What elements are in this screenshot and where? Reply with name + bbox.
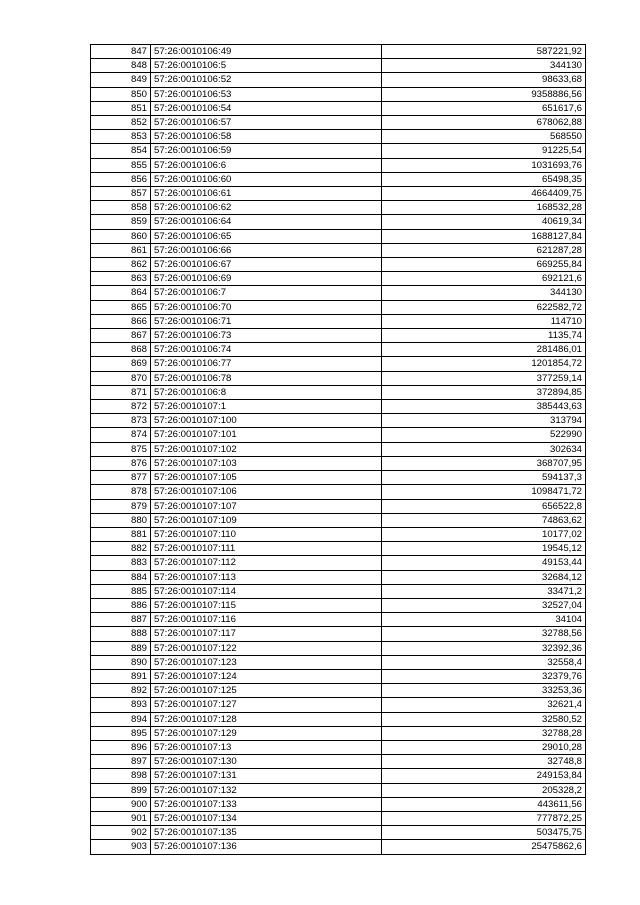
row-number: 891: [91, 669, 151, 683]
cadastral-value: 594137,3: [382, 471, 586, 485]
cadastral-number: 57:26:0010107:127: [151, 698, 382, 712]
row-number: 876: [91, 456, 151, 470]
cadastral-value: 33253,36: [382, 684, 586, 698]
table-row: [91, 258, 586, 272]
cadastral-number: 57:26:0010107:13: [151, 740, 382, 754]
cadastral-number: 57:26:0010107:113: [151, 570, 382, 584]
cadastral-value: 32558,4: [382, 655, 586, 669]
table-row: [91, 840, 586, 854]
row-number: 868: [91, 343, 151, 357]
table-row: [91, 485, 586, 499]
row-number: 884: [91, 570, 151, 584]
cadastral-value: 32788,28: [382, 726, 586, 740]
cadastral-value: 313794: [382, 414, 586, 428]
table-row: [91, 314, 586, 328]
cadastral-number: 57:26:0010107:100: [151, 414, 382, 428]
row-number: 890: [91, 655, 151, 669]
table-row: [91, 769, 586, 783]
cadastral-value: 651617,6: [382, 101, 586, 115]
table-row: [91, 243, 586, 257]
row-number: 889: [91, 641, 151, 655]
table-body: [91, 45, 586, 855]
table-row: [91, 400, 586, 414]
table-row: [91, 300, 586, 314]
row-number: 849: [91, 73, 151, 87]
table-row: [91, 158, 586, 172]
cadastral-value: 372894,85: [382, 385, 586, 399]
table-row: [91, 272, 586, 286]
cadastral-number: 57:26:0010106:57: [151, 116, 382, 130]
cadastral-number: 57:26:0010107:103: [151, 456, 382, 470]
row-number: 898: [91, 769, 151, 783]
row-number: 880: [91, 513, 151, 527]
cadastral-number: 57:26:0010106:67: [151, 258, 382, 272]
row-number: 856: [91, 172, 151, 186]
table-row: [91, 357, 586, 371]
cadastral-value-table: [90, 44, 586, 855]
cadastral-number: 57:26:0010106:60: [151, 172, 382, 186]
cadastral-number: 57:26:0010107:101: [151, 428, 382, 442]
cadastral-value: 49153,44: [382, 556, 586, 570]
table-row: [91, 499, 586, 513]
cadastral-value: 377259,14: [382, 371, 586, 385]
cadastral-value: 34104: [382, 613, 586, 627]
cadastral-value: 622582,72: [382, 300, 586, 314]
row-number: 883: [91, 556, 151, 570]
cadastral-number: 57:26:0010106:65: [151, 229, 382, 243]
row-number: 855: [91, 158, 151, 172]
table-row: [91, 371, 586, 385]
cadastral-number: 57:26:0010106:74: [151, 343, 382, 357]
cadastral-value: 205328,2: [382, 783, 586, 797]
table-row: [91, 698, 586, 712]
row-number: 864: [91, 286, 151, 300]
row-number: 895: [91, 726, 151, 740]
cadastral-number: 57:26:0010107:131: [151, 769, 382, 783]
cadastral-value: 777872,25: [382, 811, 586, 825]
row-number: 882: [91, 542, 151, 556]
cadastral-number: 57:26:0010107:109: [151, 513, 382, 527]
cadastral-value: 1688127,84: [382, 229, 586, 243]
row-number: 901: [91, 811, 151, 825]
row-number: 858: [91, 201, 151, 215]
cadastral-number: 57:26:0010107:110: [151, 527, 382, 541]
row-number: 857: [91, 187, 151, 201]
table-row: [91, 385, 586, 399]
row-number: 854: [91, 144, 151, 158]
cadastral-value: 40619,34: [382, 215, 586, 229]
table-row: [91, 584, 586, 598]
cadastral-number: 57:26:0010107:106: [151, 485, 382, 499]
cadastral-value: 656522,8: [382, 499, 586, 513]
row-number: 877: [91, 471, 151, 485]
cadastral-number: 57:26:0010106:49: [151, 45, 382, 59]
cadastral-number: 57:26:0010106:58: [151, 130, 382, 144]
row-number: 881: [91, 527, 151, 541]
cadastral-number: 57:26:0010107:114: [151, 584, 382, 598]
cadastral-value: 33471,2: [382, 584, 586, 598]
cadastral-value: 621287,28: [382, 243, 586, 257]
row-number: 902: [91, 826, 151, 840]
cadastral-number: 57:26:0010107:116: [151, 613, 382, 627]
table-row: [91, 116, 586, 130]
table-row: [91, 740, 586, 754]
table-row: [91, 684, 586, 698]
cadastral-value: 568550: [382, 130, 586, 144]
table-row: [91, 201, 586, 215]
cadastral-number: 57:26:0010107:134: [151, 811, 382, 825]
row-number: 866: [91, 314, 151, 328]
cadastral-value: 114710: [382, 314, 586, 328]
cadastral-number: 57:26:0010106:62: [151, 201, 382, 215]
table-row: [91, 343, 586, 357]
row-number: 894: [91, 712, 151, 726]
table-row: [91, 513, 586, 527]
row-number: 900: [91, 797, 151, 811]
row-number: 861: [91, 243, 151, 257]
cadastral-number: 57:26:0010107:102: [151, 442, 382, 456]
cadastral-number: 57:26:0010107:130: [151, 755, 382, 769]
cadastral-number: 57:26:0010106:78: [151, 371, 382, 385]
row-number: 870: [91, 371, 151, 385]
row-number: 853: [91, 130, 151, 144]
row-number: 847: [91, 45, 151, 59]
row-number: 893: [91, 698, 151, 712]
row-number: 879: [91, 499, 151, 513]
cadastral-value: 368707,95: [382, 456, 586, 470]
row-number: 897: [91, 755, 151, 769]
cadastral-number: 57:26:0010107:124: [151, 669, 382, 683]
table-row: [91, 442, 586, 456]
cadastral-number: 57:26:0010106:53: [151, 87, 382, 101]
cadastral-number: 57:26:0010106:59: [151, 144, 382, 158]
cadastral-value: 385443,63: [382, 400, 586, 414]
cadastral-value: 98633,68: [382, 73, 586, 87]
cadastral-value: 29010,28: [382, 740, 586, 754]
cadastral-number: 57:26:0010106:7: [151, 286, 382, 300]
cadastral-number: 57:26:0010107:107: [151, 499, 382, 513]
cadastral-value: 32527,04: [382, 598, 586, 612]
cadastral-number: 57:26:0010106:77: [151, 357, 382, 371]
table-row: [91, 45, 586, 59]
cadastral-value: 32580,52: [382, 712, 586, 726]
cadastral-number: 57:26:0010106:5: [151, 59, 382, 73]
table-row: [91, 414, 586, 428]
row-number: 850: [91, 87, 151, 101]
row-number: 852: [91, 116, 151, 130]
cadastral-number: 57:26:0010106:8: [151, 385, 382, 399]
cadastral-number: 57:26:0010107:115: [151, 598, 382, 612]
cadastral-value: 74863,62: [382, 513, 586, 527]
table-row: [91, 811, 586, 825]
table-row: [91, 726, 586, 740]
table-row: [91, 130, 586, 144]
table-row: [91, 542, 586, 556]
row-number: 903: [91, 840, 151, 854]
table-row: [91, 329, 586, 343]
cadastral-value: 25475862,6: [382, 840, 586, 854]
row-number: 888: [91, 627, 151, 641]
cadastral-value: 443611,56: [382, 797, 586, 811]
cadastral-value: 669255,84: [382, 258, 586, 272]
cadastral-value: 302634: [382, 442, 586, 456]
cadastral-value: 1031693,76: [382, 158, 586, 172]
table-row: [91, 456, 586, 470]
cadastral-value: 32621,4: [382, 698, 586, 712]
cadastral-number: 57:26:0010106:70: [151, 300, 382, 314]
table-row: [91, 87, 586, 101]
cadastral-number: 57:26:0010107:135: [151, 826, 382, 840]
cadastral-number: 57:26:0010106:64: [151, 215, 382, 229]
cadastral-value: 91225,54: [382, 144, 586, 158]
table-row: [91, 797, 586, 811]
table-row: [91, 556, 586, 570]
cadastral-value: 168532,28: [382, 201, 586, 215]
cadastral-value: 1098471,72: [382, 485, 586, 499]
cadastral-value: 281486,01: [382, 343, 586, 357]
cadastral-number: 57:26:0010106:69: [151, 272, 382, 286]
cadastral-number: 57:26:0010107:1: [151, 400, 382, 414]
table-row: [91, 286, 586, 300]
cadastral-value: 587221,92: [382, 45, 586, 59]
row-number: 848: [91, 59, 151, 73]
table-row: [91, 527, 586, 541]
table-row: [91, 570, 586, 584]
cadastral-number: 57:26:0010106:54: [151, 101, 382, 115]
table-row: [91, 172, 586, 186]
cadastral-value: 249153,84: [382, 769, 586, 783]
cadastral-number: 57:26:0010107:122: [151, 641, 382, 655]
table-row: [91, 613, 586, 627]
row-number: 851: [91, 101, 151, 115]
row-number: 885: [91, 584, 151, 598]
cadastral-value: 9358886,56: [382, 87, 586, 101]
cadastral-number: 57:26:0010107:136: [151, 840, 382, 854]
cadastral-number: 57:26:0010107:133: [151, 797, 382, 811]
cadastral-number: 57:26:0010107:132: [151, 783, 382, 797]
row-number: 872: [91, 400, 151, 414]
cadastral-number: 57:26:0010107:123: [151, 655, 382, 669]
table-row: [91, 641, 586, 655]
table-row: [91, 101, 586, 115]
cadastral-value: 344130: [382, 59, 586, 73]
cadastral-value: 692121,6: [382, 272, 586, 286]
cadastral-value: 678062,88: [382, 116, 586, 130]
cadastral-number: 57:26:0010106:6: [151, 158, 382, 172]
table-row: [91, 669, 586, 683]
cadastral-number: 57:26:0010106:52: [151, 73, 382, 87]
row-number: 875: [91, 442, 151, 456]
cadastral-value: 344130: [382, 286, 586, 300]
cadastral-value: 65498,35: [382, 172, 586, 186]
cadastral-number: 57:26:0010107:112: [151, 556, 382, 570]
row-number: 873: [91, 414, 151, 428]
row-number: 860: [91, 229, 151, 243]
cadastral-number: 57:26:0010107:111: [151, 542, 382, 556]
table-row: [91, 144, 586, 158]
cadastral-value: 4664409,75: [382, 187, 586, 201]
row-number: 896: [91, 740, 151, 754]
row-number: 859: [91, 215, 151, 229]
table-row: [91, 471, 586, 485]
cadastral-number: 57:26:0010107:105: [151, 471, 382, 485]
cadastral-number: 57:26:0010107:128: [151, 712, 382, 726]
table-row: [91, 187, 586, 201]
row-number: 862: [91, 258, 151, 272]
row-number: 867: [91, 329, 151, 343]
row-number: 869: [91, 357, 151, 371]
cadastral-number: 57:26:0010106:61: [151, 187, 382, 201]
table-row: [91, 655, 586, 669]
cadastral-value: 32748,8: [382, 755, 586, 769]
cadastral-value: 1201854,72: [382, 357, 586, 371]
table-row: [91, 826, 586, 840]
table-row: [91, 627, 586, 641]
row-number: 871: [91, 385, 151, 399]
cadastral-value: 32684,12: [382, 570, 586, 584]
cadastral-number: 57:26:0010106:73: [151, 329, 382, 343]
row-number: 863: [91, 272, 151, 286]
cadastral-number: 57:26:0010106:66: [151, 243, 382, 257]
cadastral-number: 57:26:0010107:129: [151, 726, 382, 740]
table-row: [91, 229, 586, 243]
table-row: [91, 755, 586, 769]
table-row: [91, 783, 586, 797]
table-row: [91, 712, 586, 726]
cadastral-value: 32788,56: [382, 627, 586, 641]
cadastral-value: 10177,02: [382, 527, 586, 541]
row-number: 892: [91, 684, 151, 698]
row-number: 878: [91, 485, 151, 499]
table-row: [91, 428, 586, 442]
cadastral-value: 32392,36: [382, 641, 586, 655]
row-number: 887: [91, 613, 151, 627]
row-number: 874: [91, 428, 151, 442]
cadastral-number: 57:26:0010107:125: [151, 684, 382, 698]
row-number: 865: [91, 300, 151, 314]
table-row: [91, 59, 586, 73]
cadastral-value: 1135,74: [382, 329, 586, 343]
table-row: [91, 73, 586, 87]
cadastral-number: 57:26:0010106:71: [151, 314, 382, 328]
table-row: [91, 215, 586, 229]
table-row: [91, 598, 586, 612]
cadastral-value: 522990: [382, 428, 586, 442]
cadastral-value: 19545,12: [382, 542, 586, 556]
row-number: 886: [91, 598, 151, 612]
cadastral-value: 32379,76: [382, 669, 586, 683]
cadastral-value: 503475,75: [382, 826, 586, 840]
cadastral-number: 57:26:0010107:117: [151, 627, 382, 641]
row-number: 899: [91, 783, 151, 797]
